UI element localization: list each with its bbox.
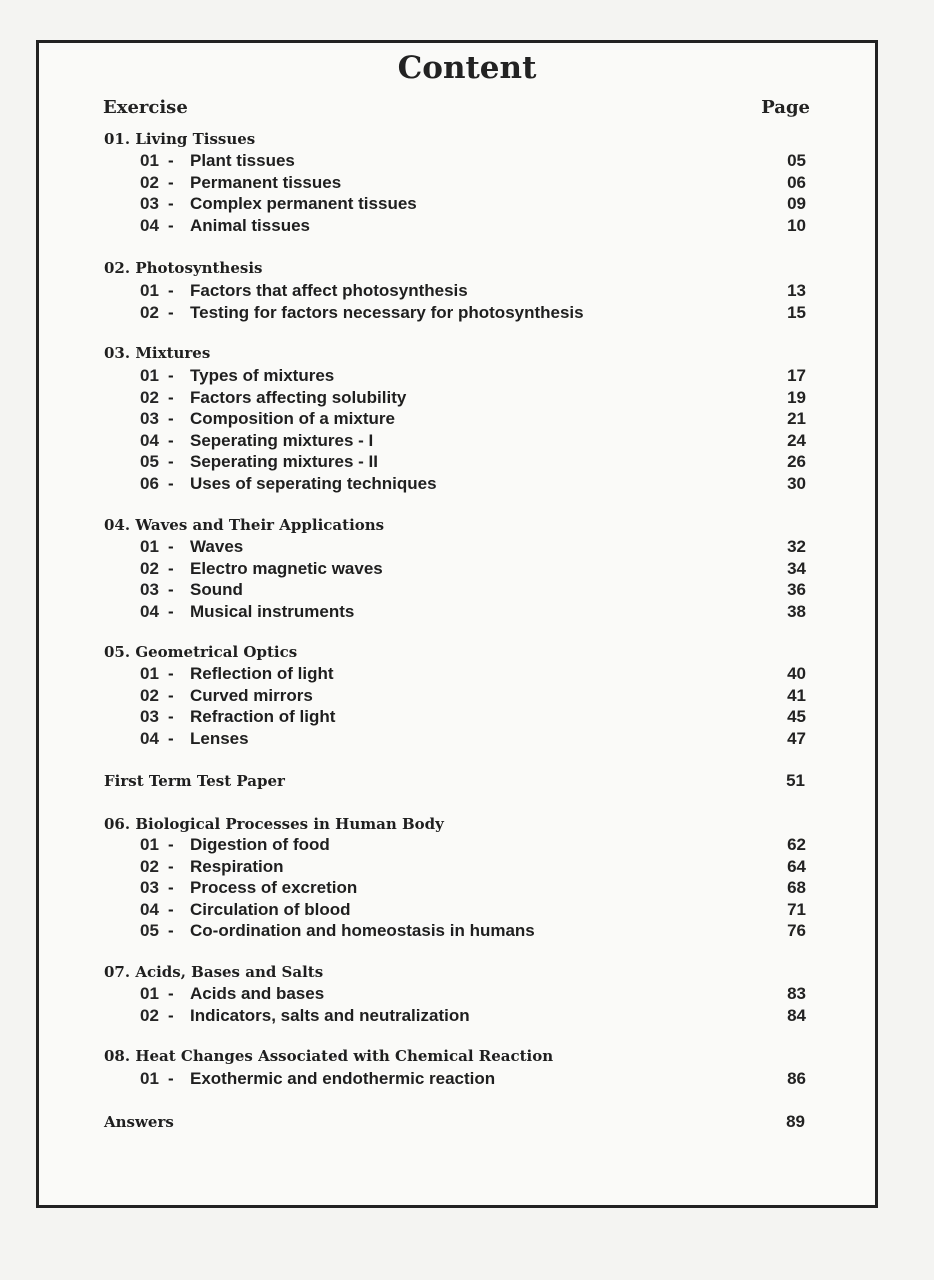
- entry-dash: -: [168, 984, 174, 1003]
- entry-page-number: 05: [787, 151, 806, 170]
- entry-dash: -: [168, 835, 174, 854]
- entry-dash: -: [168, 685, 174, 705]
- entry-dash: -: [168, 409, 174, 428]
- entry-number: 01: [140, 366, 159, 385]
- entry-page-number: 32: [787, 537, 806, 556]
- entry-page-number: 84: [787, 1005, 806, 1025]
- entry-page-number: 09: [787, 194, 806, 213]
- section-heading: 03. Mixtures: [104, 344, 211, 362]
- entry-page-number: 83: [787, 984, 806, 1003]
- entry-title: Composition of a mixture: [190, 409, 395, 428]
- entry-title: Acids and bases: [190, 984, 325, 1003]
- toc-entry: [140, 193, 806, 214]
- page-title: Content: [397, 50, 537, 86]
- entry-dash: -: [168, 856, 174, 876]
- entry-dash: -: [168, 430, 174, 450]
- entry-number: 05: [140, 452, 159, 471]
- entry-number: 02: [140, 856, 159, 876]
- toc-entry: [140, 663, 806, 684]
- entry-page-number: 10: [787, 215, 806, 235]
- toc-entry: [140, 172, 806, 193]
- toc-entry: [140, 215, 806, 236]
- entry-number: 01: [140, 1069, 159, 1088]
- answers-page: 89: [786, 1112, 805, 1131]
- entry-page-number: 68: [787, 878, 806, 897]
- entry-dash: -: [168, 302, 174, 322]
- entry-title: Exothermic and endothermic reaction: [190, 1069, 496, 1088]
- entry-number: 04: [140, 215, 159, 235]
- entry-dash: -: [168, 172, 174, 192]
- first-term-test-page: 51: [786, 771, 805, 790]
- entry-page-number: 71: [787, 899, 806, 919]
- toc-entry: [140, 983, 806, 1004]
- entry-number: 02: [140, 172, 159, 192]
- entry-page-number: 15: [787, 302, 806, 322]
- entry-number: 03: [140, 878, 159, 897]
- entry-title: Complex permanent tissues: [190, 194, 417, 213]
- entry-number: 04: [140, 728, 159, 748]
- entry-title: Lenses: [190, 728, 249, 748]
- entry-page-number: 21: [787, 409, 806, 428]
- section-heading: 07. Acids, Bases and Salts: [104, 963, 324, 981]
- entry-title: Reflection of light: [190, 664, 334, 683]
- toc-entry: [140, 706, 806, 727]
- entry-dash: -: [168, 151, 174, 170]
- entry-dash: -: [168, 366, 174, 385]
- entry-page-number: 13: [787, 281, 806, 300]
- entry-number: 02: [140, 558, 159, 578]
- toc-entry: [140, 685, 806, 706]
- entry-title: Factors that affect photosynthesis: [190, 281, 468, 300]
- entry-number: 01: [140, 664, 159, 683]
- entry-number: 03: [140, 409, 159, 428]
- section-heading: 08. Heat Changes Associated with Chemical Reaction: [104, 1047, 554, 1065]
- toc-entry: [140, 365, 806, 386]
- toc-entry: [140, 451, 806, 472]
- entry-title: Seperating mixtures - II: [190, 452, 378, 471]
- entry-title: Sound: [190, 580, 243, 599]
- section-heading: 02. Photosynthesis: [104, 259, 263, 277]
- toc-entry: [140, 834, 806, 855]
- toc-entry: [140, 473, 806, 494]
- entry-title: Factors affecting solubility: [190, 387, 407, 407]
- entry-title: Testing for factors necessary for photosynthesis: [190, 302, 584, 322]
- entry-page-number: 26: [787, 452, 806, 471]
- entry-number: 03: [140, 707, 159, 726]
- entry-title: Circulation of blood: [190, 899, 351, 919]
- entry-title: Plant tissues: [190, 151, 295, 170]
- toc-entry: [140, 1005, 806, 1026]
- entry-dash: -: [168, 601, 174, 621]
- entry-number: 04: [140, 899, 159, 919]
- toc-entry: [140, 920, 806, 941]
- answers-label: Answers: [104, 1113, 174, 1131]
- toc-entry: [140, 877, 806, 898]
- entry-title: Musical instruments: [190, 601, 355, 621]
- entry-title: Process of excretion: [190, 878, 358, 897]
- entry-dash: -: [168, 707, 174, 726]
- entry-number: 04: [140, 601, 159, 621]
- entry-number: 05: [140, 921, 159, 940]
- entry-dash: -: [168, 728, 174, 748]
- entry-number: 01: [140, 835, 159, 854]
- toc-entry: [140, 856, 806, 877]
- entry-page-number: 36: [787, 580, 806, 599]
- entry-dash: -: [168, 452, 174, 471]
- entry-title: Electro magnetic waves: [190, 558, 383, 578]
- entry-number: 01: [140, 151, 159, 170]
- entry-dash: -: [168, 899, 174, 919]
- entry-dash: -: [168, 387, 174, 407]
- entry-title: Digestion of food: [190, 835, 330, 854]
- entry-page-number: 41: [787, 685, 806, 705]
- toc-entry: [140, 302, 806, 323]
- entry-page-number: 34: [787, 558, 806, 578]
- toc-entry: [140, 558, 806, 579]
- entry-dash: -: [168, 558, 174, 578]
- toc-entry: [140, 899, 806, 920]
- section-heading: 06. Biological Processes in Human Body: [104, 815, 444, 833]
- entry-title: Indicators, salts and neutralization: [190, 1005, 470, 1025]
- entry-page-number: 17: [787, 366, 806, 385]
- entry-number: 03: [140, 580, 159, 599]
- entry-dash: -: [168, 1069, 174, 1088]
- entry-page-number: 64: [787, 856, 806, 876]
- entry-dash: -: [168, 664, 174, 683]
- toc-entry: [140, 387, 806, 408]
- entry-number: 03: [140, 194, 159, 213]
- entry-page-number: 06: [787, 172, 806, 192]
- toc-entry: [140, 601, 806, 622]
- entry-dash: -: [168, 473, 174, 493]
- toc-entry: [140, 1068, 806, 1089]
- toc-entry: [140, 150, 806, 171]
- entry-dash: -: [168, 537, 174, 556]
- entry-title: Respiration: [190, 856, 284, 876]
- entry-dash: -: [168, 580, 174, 599]
- toc-entry: [140, 280, 806, 301]
- first-term-test-label: First Term Test Paper: [104, 772, 285, 790]
- entry-title: Refraction of light: [190, 707, 336, 726]
- entry-title: Types of mixtures: [190, 366, 335, 385]
- entry-number: 02: [140, 387, 159, 407]
- exercise-column-header: Exercise: [103, 97, 188, 118]
- entry-number: 01: [140, 537, 159, 556]
- page-column-header: Page: [761, 97, 810, 118]
- entry-page-number: 24: [787, 430, 806, 450]
- entry-dash: -: [168, 1005, 174, 1025]
- section-heading: 04. Waves and Their Applications: [104, 516, 385, 534]
- entry-number: 04: [140, 430, 159, 450]
- entry-number: 02: [140, 302, 159, 322]
- section-heading: 05. Geometrical Optics: [104, 643, 298, 661]
- entry-number: 01: [140, 281, 159, 300]
- entry-page-number: 47: [787, 728, 806, 748]
- entry-number: 01: [140, 984, 159, 1003]
- entry-dash: -: [168, 878, 174, 897]
- entry-page-number: 19: [787, 387, 806, 407]
- entry-title: Seperating mixtures - I: [190, 430, 374, 450]
- section-heading: 01. Living Tissues: [104, 130, 256, 148]
- entry-page-number: 76: [787, 921, 806, 940]
- toc-entry: [140, 579, 806, 600]
- toc-entry: [140, 728, 806, 749]
- entry-dash: -: [168, 281, 174, 300]
- entry-title: Co-ordination and homeostasis in humans: [190, 921, 535, 940]
- entry-number: 02: [140, 1005, 159, 1025]
- entry-number: 02: [140, 685, 159, 705]
- entry-page-number: 86: [787, 1069, 806, 1088]
- entry-number: 06: [140, 473, 159, 493]
- entry-page-number: 40: [787, 664, 806, 683]
- entry-dash: -: [168, 215, 174, 235]
- entry-dash: -: [168, 194, 174, 213]
- toc-entry: [140, 430, 806, 451]
- entry-page-number: 30: [787, 473, 806, 493]
- entry-page-number: 62: [787, 835, 806, 854]
- toc-entry: [140, 408, 806, 429]
- toc-entry: [140, 536, 806, 557]
- entry-title: Waves: [190, 537, 244, 556]
- entry-title: Curved mirrors: [190, 685, 313, 705]
- entry-dash: -: [168, 921, 174, 940]
- entry-title: Animal tissues: [190, 215, 310, 235]
- entry-page-number: 45: [787, 707, 806, 726]
- entry-title: Permanent tissues: [190, 172, 342, 192]
- entry-title: Uses of seperating techniques: [190, 473, 437, 493]
- entry-page-number: 38: [787, 601, 806, 621]
